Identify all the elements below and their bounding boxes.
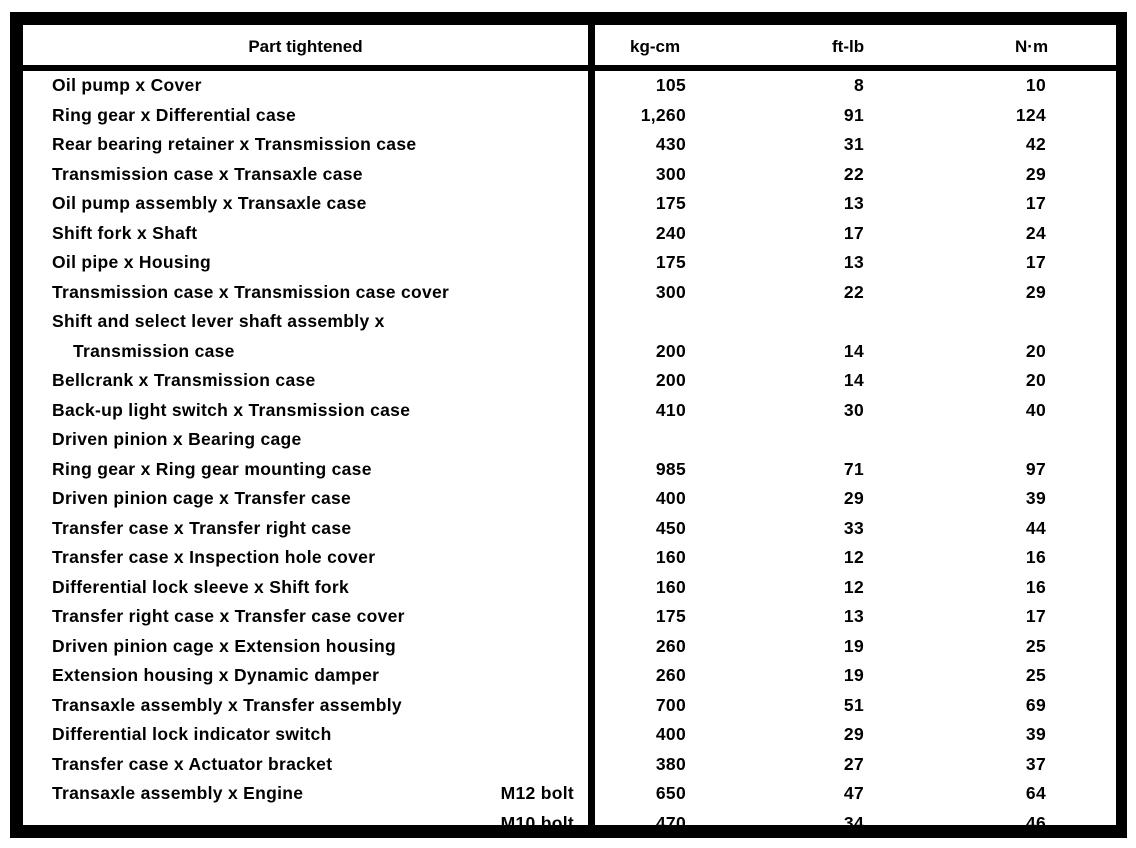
part-name: Transfer case x Transfer right case xyxy=(52,517,352,538)
value-n-m: 97 xyxy=(1025,458,1046,479)
value-kg-cm: 650 xyxy=(655,783,686,803)
part-name: Transfer case x Inspection hole cover xyxy=(52,547,376,567)
table-row xyxy=(23,101,588,131)
header-part-cell xyxy=(23,25,588,65)
header-values-cell xyxy=(595,25,1116,65)
value-n-m: 17 xyxy=(1025,606,1046,626)
table-row-values xyxy=(595,809,1116,839)
value-ft-lb: 91 xyxy=(843,104,864,125)
value-ft-lb: 29 xyxy=(843,488,864,508)
header-n-m: N·m xyxy=(1015,37,1049,56)
value-kg-cm: 160 xyxy=(655,547,686,567)
value-n-m: 20 xyxy=(1025,340,1046,361)
value-n-m: 39 xyxy=(1025,488,1046,508)
value-n-m: 39 xyxy=(1025,724,1046,744)
value-ft-lb: 31 xyxy=(843,134,864,154)
part-name: Ring gear x Differential case xyxy=(52,104,297,125)
part-name: Driven pinion cage x Extension housing xyxy=(52,635,396,656)
values-column xyxy=(595,71,1116,833)
value-kg-cm: 200 xyxy=(655,370,686,390)
value-ft-lb: 34 xyxy=(843,812,864,833)
value-kg-cm: 400 xyxy=(655,724,686,744)
value-n-m: 64 xyxy=(1025,783,1046,803)
table-row-values xyxy=(595,779,1116,809)
part-name: Differential lock sleeve x Shift fork xyxy=(52,576,350,597)
header-part: Part tightened xyxy=(248,37,363,56)
value-ft-lb: 13 xyxy=(843,606,864,626)
table-row xyxy=(23,130,588,160)
bolt-size: M10 bolt xyxy=(500,812,574,833)
table-row xyxy=(23,455,588,485)
table-row xyxy=(23,750,588,780)
value-ft-lb: 19 xyxy=(843,665,864,685)
part-name: Transfer case x Actuator bracket xyxy=(52,753,333,774)
table-row-values xyxy=(595,307,1116,337)
part-name: Shift fork x Shaft xyxy=(52,222,198,243)
table-row-values xyxy=(595,602,1116,632)
value-kg-cm: 175 xyxy=(655,252,686,272)
value-ft-lb: 12 xyxy=(843,547,864,567)
parts-column xyxy=(23,71,588,833)
part-name: Transmission case xyxy=(73,340,235,361)
table-row xyxy=(23,632,588,662)
table-row-values xyxy=(595,691,1116,721)
table-row-values xyxy=(595,71,1116,101)
value-ft-lb: 47 xyxy=(843,783,864,803)
table-row xyxy=(23,160,588,190)
value-ft-lb: 17 xyxy=(843,222,864,243)
value-ft-lb: 12 xyxy=(843,576,864,597)
table-row xyxy=(23,602,588,632)
bolt-size: M12 bolt xyxy=(500,783,574,803)
value-kg-cm: 175 xyxy=(655,606,686,626)
value-n-m: 16 xyxy=(1025,576,1046,597)
value-ft-lb: 33 xyxy=(843,517,864,538)
value-ft-lb: 30 xyxy=(843,399,864,420)
value-n-m: 25 xyxy=(1025,665,1046,685)
table-row-values xyxy=(595,337,1116,367)
part-name: Oil pump assembly x Transaxle case xyxy=(52,193,367,213)
value-n-m: 42 xyxy=(1025,134,1046,154)
table-row xyxy=(23,484,588,514)
value-n-m: 29 xyxy=(1025,163,1046,184)
table-row xyxy=(23,337,588,367)
part-name: Transmission case x Transmission case cover xyxy=(52,281,450,302)
table-row xyxy=(23,514,588,544)
part-name: Bellcrank x Transmission case xyxy=(52,370,316,390)
value-ft-lb: 22 xyxy=(843,281,864,302)
value-n-m: 37 xyxy=(1025,753,1046,774)
value-n-m: 40 xyxy=(1025,399,1046,420)
torque-table xyxy=(10,12,1127,838)
value-ft-lb: 51 xyxy=(843,694,864,715)
value-kg-cm: 430 xyxy=(655,134,686,154)
table-row-values xyxy=(595,573,1116,603)
value-n-m: 10 xyxy=(1025,75,1046,95)
table-row-values xyxy=(595,160,1116,190)
part-name: Oil pump x Cover xyxy=(52,75,202,95)
value-n-m: 46 xyxy=(1025,812,1046,833)
table-row-values xyxy=(595,130,1116,160)
value-kg-cm: 175 xyxy=(655,193,686,213)
value-ft-lb: 8 xyxy=(853,75,864,95)
part-name: Driven pinion x Bearing cage xyxy=(52,429,302,449)
table-row xyxy=(23,720,588,750)
part-name: Transfer right case x Transfer case cover xyxy=(52,606,405,626)
table-row xyxy=(23,543,588,573)
value-ft-lb: 71 xyxy=(843,458,864,479)
table-row xyxy=(23,573,588,603)
table-row-values xyxy=(595,514,1116,544)
value-n-m: 69 xyxy=(1025,694,1046,715)
value-kg-cm: 300 xyxy=(655,163,686,184)
value-ft-lb: 27 xyxy=(843,753,864,774)
table-row xyxy=(23,425,588,455)
table-row-values xyxy=(595,661,1116,691)
value-ft-lb: 14 xyxy=(843,370,864,390)
table-row-values xyxy=(595,366,1116,396)
value-ft-lb: 13 xyxy=(843,252,864,272)
table-row-values xyxy=(595,425,1116,455)
table-row xyxy=(23,691,588,721)
part-name: Rear bearing retainer x Transmission case xyxy=(52,134,417,154)
value-n-m: 124 xyxy=(1015,104,1046,125)
value-kg-cm: 470 xyxy=(655,812,686,833)
part-name: Oil pipe x Housing xyxy=(52,252,212,272)
table-row-values xyxy=(595,543,1116,573)
value-kg-cm: 410 xyxy=(655,399,686,420)
table-row-values xyxy=(595,455,1116,485)
part-name: Differential lock indicator switch xyxy=(52,724,332,744)
header-ft-lb: ft-lb xyxy=(832,37,865,56)
table-row-values xyxy=(595,750,1116,780)
table-row-values xyxy=(595,101,1116,131)
part-name: Transaxle assembly x Engine xyxy=(52,783,304,803)
table-row xyxy=(23,396,588,426)
table-row-values xyxy=(595,484,1116,514)
table-row xyxy=(23,219,588,249)
value-kg-cm: 260 xyxy=(655,665,686,685)
table-row-values xyxy=(595,189,1116,219)
table-row-values xyxy=(595,396,1116,426)
part-name: Shift and select lever shaft assembly x xyxy=(52,311,385,331)
value-kg-cm: 240 xyxy=(655,222,686,243)
part-name: Extension housing x Dynamic damper xyxy=(52,665,380,685)
value-n-m: 17 xyxy=(1025,193,1046,213)
value-n-m: 29 xyxy=(1025,281,1046,302)
table-row-values xyxy=(595,278,1116,308)
part-name: Ring gear x Ring gear mounting case xyxy=(52,458,372,479)
part-name: Back-up light switch x Transmission case xyxy=(52,399,411,420)
value-ft-lb: 22 xyxy=(843,163,864,184)
value-n-m: 25 xyxy=(1025,635,1046,656)
table-row xyxy=(23,366,588,396)
value-kg-cm: 1,260 xyxy=(640,104,686,125)
value-kg-cm: 380 xyxy=(655,753,686,774)
value-ft-lb: 14 xyxy=(843,340,864,361)
table-row xyxy=(23,307,588,337)
value-kg-cm: 700 xyxy=(655,694,686,715)
part-name: Transmission case x Transaxle case xyxy=(52,163,363,184)
table-row xyxy=(23,71,588,101)
table-row-values xyxy=(595,632,1116,662)
value-kg-cm: 200 xyxy=(655,340,686,361)
value-kg-cm: 160 xyxy=(655,576,686,597)
value-n-m: 44 xyxy=(1025,517,1046,538)
value-n-m: 24 xyxy=(1025,222,1046,243)
value-n-m: 20 xyxy=(1025,370,1046,390)
table-row-values xyxy=(595,248,1116,278)
value-kg-cm: 400 xyxy=(655,488,686,508)
value-kg-cm: 105 xyxy=(655,75,686,95)
table-row xyxy=(23,661,588,691)
table-row xyxy=(23,779,588,809)
part-name: Driven pinion cage x Transfer case xyxy=(52,488,352,508)
table-row-values xyxy=(595,720,1116,750)
value-kg-cm: 300 xyxy=(655,281,686,302)
value-n-m: 17 xyxy=(1025,252,1046,272)
value-n-m: 16 xyxy=(1025,547,1046,567)
value-kg-cm: 985 xyxy=(655,458,686,479)
table-row xyxy=(23,189,588,219)
table-row xyxy=(23,248,588,278)
value-ft-lb: 13 xyxy=(843,193,864,213)
table-row-values xyxy=(595,219,1116,249)
table-row xyxy=(23,278,588,308)
value-ft-lb: 29 xyxy=(843,724,864,744)
part-name: Transaxle assembly x Transfer assembly xyxy=(52,694,402,715)
value-ft-lb: 19 xyxy=(843,635,864,656)
value-kg-cm: 450 xyxy=(655,517,686,538)
header-kg-cm: kg-cm xyxy=(630,37,681,56)
value-kg-cm: 260 xyxy=(655,635,686,656)
table-row xyxy=(23,809,588,839)
